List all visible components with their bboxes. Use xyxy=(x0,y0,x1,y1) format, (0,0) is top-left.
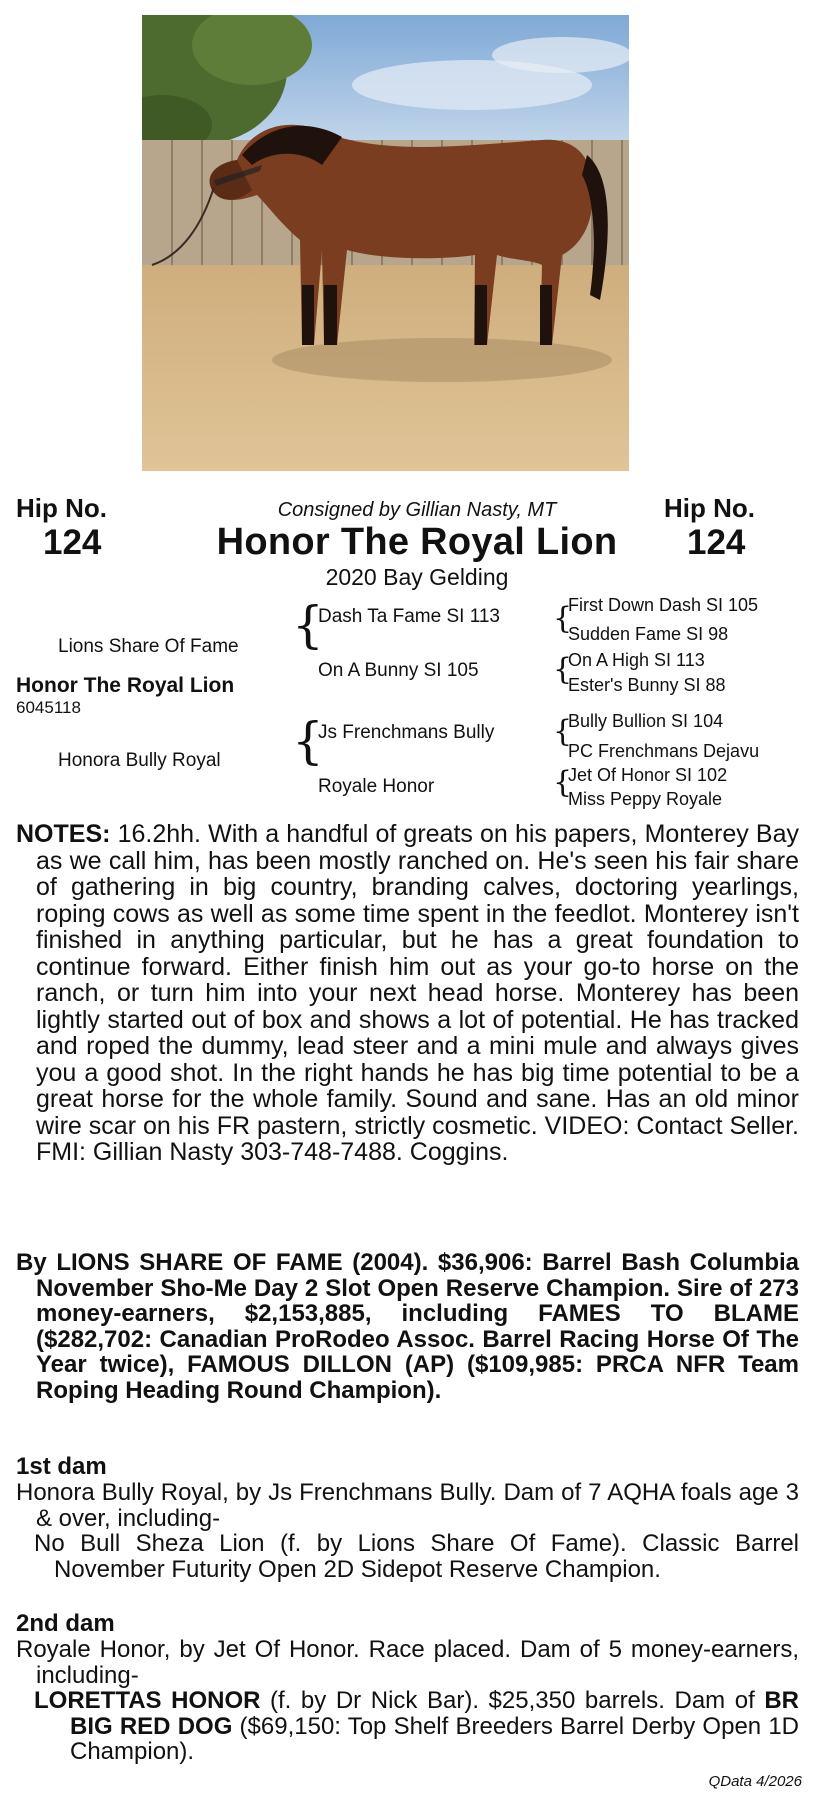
pedigree-ggp-4: Ester's Bunny SI 88 xyxy=(568,675,726,695)
first-dam-produce: No Bull Sheza Lion (f. by Lions Share Of Fame). Classic Barrel November Futurity Open 2D Sidepot Reserve Champion. xyxy=(34,1530,799,1583)
brace-sire: { xyxy=(292,596,324,654)
footer-credit: QData 4/2026 xyxy=(708,1773,802,1790)
horse-description: 2020 Bay Gelding xyxy=(325,564,509,590)
brace-ggp-3: { xyxy=(553,714,573,749)
pedigree-sire-sire: Dash Ta Fame SI 113 xyxy=(318,606,501,627)
hip-number-right: 124 xyxy=(687,523,746,562)
first-dam-heading: 1st dam xyxy=(16,1453,107,1480)
pedigree-dam: Honora Bully Royal xyxy=(58,750,221,771)
pedigree-dam-sire: Js Frenchmans Bully xyxy=(318,722,495,743)
pedigree-sire-dam: On A Bunny SI 105 xyxy=(318,660,479,681)
pedigree-ggp-1: First Down Dash SI 105 xyxy=(568,595,759,615)
pedigree-ggp-3: On A High SI 113 xyxy=(568,650,705,670)
pedigree-subject-name: Honor The Royal Lion xyxy=(16,674,235,697)
pedigree-ggp-8: Miss Peppy Royale xyxy=(568,789,723,809)
second-dam-text: Royale Honor, by Jet Of Honor. Race placed. Dam of 5 money-earners, including- xyxy=(16,1636,799,1689)
pedigree-ggp-6: PC Frenchmans Dejavu xyxy=(568,741,760,761)
second-dam-produce xyxy=(34,1688,799,1765)
brace-ggp-2: { xyxy=(553,652,573,687)
second-dam-heading: 2nd dam xyxy=(16,1610,115,1637)
hip-label-right: Hip No. xyxy=(664,493,755,523)
pedigree-ggp-7: Jet Of Honor SI 102 xyxy=(568,765,728,785)
notes-section xyxy=(16,821,799,1166)
second-dam-produce-text: (f. by Dr Nick Bar). $25,350 barrels. xyxy=(260,1687,665,1714)
second-dam-sub-name: BR BIG RED DOG xyxy=(70,1687,799,1740)
consignor: Consigned by Gillian Nasty, MT xyxy=(277,499,557,521)
registration-number: 6045118 xyxy=(16,698,81,717)
pedigree-dam-dam: Royale Honor xyxy=(318,776,435,797)
sire-record xyxy=(16,1250,799,1403)
brace-ggp-4: { xyxy=(553,765,573,800)
pedigree-ggp-2: Sudden Fame SI 98 xyxy=(568,624,729,644)
first-dam-section xyxy=(16,1480,799,1582)
horse-photo-illustration xyxy=(142,15,629,471)
sire-record-text: By LIONS SHARE OF FAME (2004). $36,906: Barrel Bash Columbia November Sho-Me Day 2 Slot Open Reserve Champion. Sire of 273 money-earners, $2,153,885, including FAMES TO BLAME ($282,702: Canadian ProRodeo Assoc. Barrel Racing Horse Of The Year twice), FAMOUS DILLON (AP) ($109,985: PRCA NFR Team Roping Heading Round Champion). xyxy=(16,1249,799,1404)
brace-ggp-1: { xyxy=(553,601,573,636)
horse-photo xyxy=(142,15,629,471)
notes-text: 16.2hh. With a handful of greats on his papers, Monterey Bay as we call him, has been mostly ranched on. He's seen his fair share of gathering in big country, branding calves, doctoring yearlings, roping cows as well as some time spent in the feedlot. Monterey isn't finished in anything particular, but he has a great foundation to continue forward. Either finish him out as your go-to horse on the ranch, or turn him into your next head horse. Monterey has been lightly started out of box and shows a lot of potential. He has tracked and roped the dummy, lead steer and a mini mule and always gives you a good shot. In the right hands he has big time potential to be a great horse for the whole family. Sound and sane. Has an old minor wire scar on his FR pastern, strictly cosmetic. VIDEO: Contact Seller. FMI: Gillian Nasty 303-748-7488. Coggins. xyxy=(36,820,799,1166)
horse-name-title: Honor The Royal Lion xyxy=(216,521,618,563)
second-dam-sub-prefix: Dam of xyxy=(674,1687,765,1714)
second-dam-section xyxy=(16,1637,799,1765)
notes-label: NOTES: xyxy=(16,820,111,848)
hip-label-left: Hip No. xyxy=(16,493,107,523)
first-dam-text: Honora Bully Royal, by Js Frenchmans Bully. Dam of 7 AQHA foals age 3 & over, including- xyxy=(16,1479,799,1532)
second-dam-produce-name: LORETTAS HONOR xyxy=(34,1687,261,1714)
second-dam-sub-text: ($69,150: Top Shelf Breeders Barrel Derby Open 1D Champion). xyxy=(70,1712,799,1765)
pedigree-sire: Lions Share Of Fame xyxy=(58,636,239,657)
brace-dam: { xyxy=(292,712,324,770)
pedigree-ggp-5: Bully Bullion SI 104 xyxy=(568,711,724,731)
hip-number-left: 124 xyxy=(43,523,102,562)
